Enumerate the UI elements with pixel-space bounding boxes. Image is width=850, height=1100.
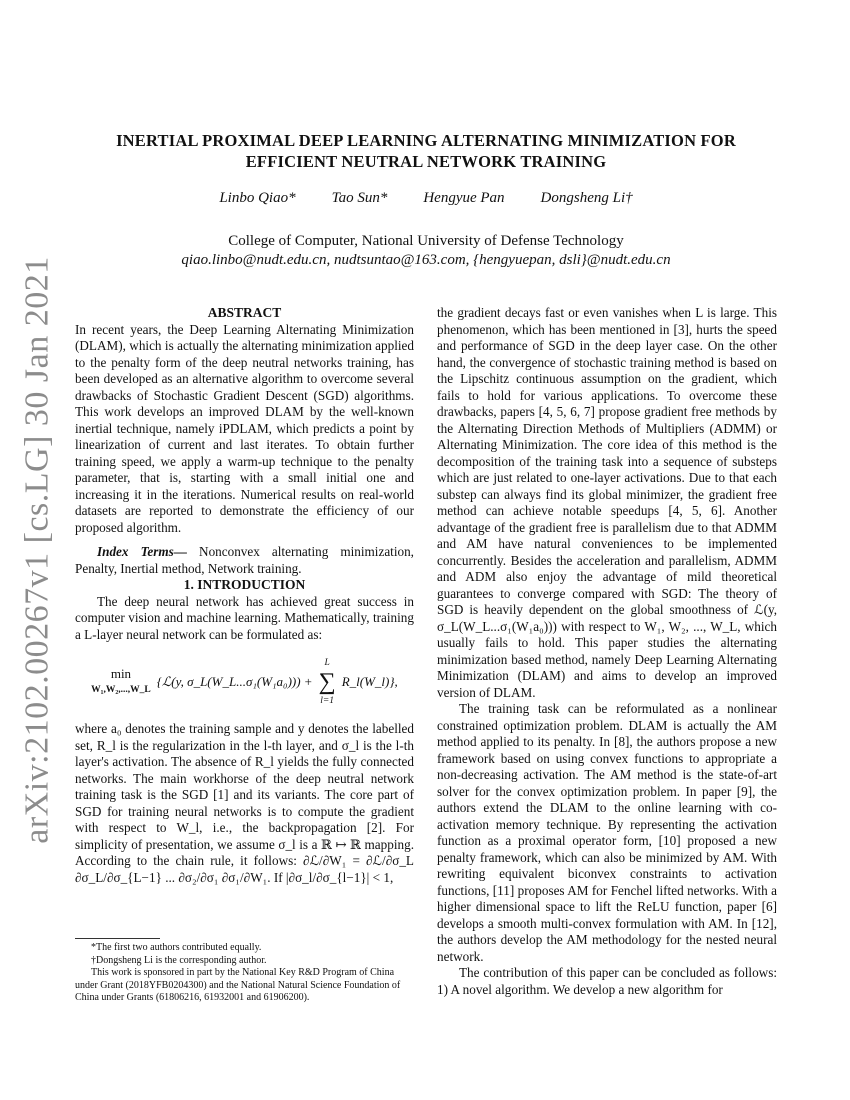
arxiv-identifier-text: arXiv:2102.00267v1 [cs.LG] 30 Jan 2021	[19, 256, 57, 844]
introduction-heading: 1. INTRODUCTION	[183, 577, 306, 592]
intro-paragraph-3: the gradient decays fast or even vanishes when L is large. This phenomenon, which has been mentioned in [3], hurts the speed and performance of SGD in the deep layer case. On the other hand, the convergence of stochastic training method is based on the Lipschitz continuous assumption on the gradient, which fails to hold for various applications. To overcome these drawbacks, papers [4, 5, 6, 7] propose gradient free methods by the Alternating Direction Methods of Multipliers (ADMM) or Alternating Minimization. The core idea of this method is the decomposition of the training task into a sequence of substeps which are just related to one-layer activations. Due to that each substep can always find its global minimizer, the gradient free method can achieve notable speedups [4, 5, 6]. Another advantage of the gradient free is parallelism due to that ADMM and AM have natural conveniences to be implemented concurrently. Besides the acceleration and parallelism, ADMM and ADM also enjoy the advantage of mild theoretical guarantees to converge compared with SGD: The theory of SGD is heavily dependent on the global smoothness of ℒ(y, σ_L(W_L...σ₁(W₁a₀))) with respect to W₁, W₂, ..., W_L, which usually fails to hold. This paper studies the alternating minimization based method, namely Deep Learning Alternating Minimization (DLAM) and aims to develop an improved version of DLAM.	[437, 305, 777, 700]
affiliation-block	[60, 232, 792, 270]
author-name: Linbo Qiao*	[219, 190, 296, 206]
equation-min-subscript: W₁,W₂,...,W_L	[91, 685, 151, 695]
intro-paragraph-1: The deep neural network has achieved great success in computer vision and machine learning. Mathematically, training a L-layer neural network can be formulated as:	[75, 593, 414, 642]
footnote-funding: This work is sponsored in part by the National Key R&D Program of China under Grant (2018YFB0204300) and the National Natural Science Foundation of China under Grants (61806216, 61932001 and 61906200).	[75, 967, 401, 1003]
footnote-equal-contribution: *The first two authors contributed equally.	[91, 942, 262, 953]
sum-upper-limit: L	[324, 657, 330, 668]
affiliation: College of Computer, National University of Defense Technology	[228, 233, 624, 249]
training-objective-equation	[75, 653, 414, 711]
arxiv-identifier	[8, 256, 68, 844]
equation-body: {ℒ(y, σ_L(W_L...σ₁(W₁a₀))) +	[156, 673, 313, 689]
intro-paragraph-2: where a₀ denotes the training sample and y denotes the labelled set, R_l is the regularization in the l-th layer, and σ_l is the l-th layer's activation. The absence of R_l yields the fully connected networks. The main workhorse of the deep neutral network training task is the SGD [1] and its variants. The core part of SGD for training neural networks is to compute the gradient with respect to W_l, i.e., the backpropagation [2]. For simplicity of presentation, we assume σ_l is a ℝ ↦ ℝ mapping. According to the chain rule, it follows: ∂ℒ/∂W₁ = ∂ℒ/∂σ_L ∂σ_L/∂σ_{L−1} ... ∂σ₂/∂σ₁ ∂σ₁/∂W₁. If |∂σ_l/∂σ_{l−1}| < 1,	[75, 721, 414, 885]
left-column	[75, 305, 414, 886]
equation-tail: R_l(W_l)},	[341, 673, 398, 689]
sum-sigma: ∑	[318, 669, 336, 695]
index-terms	[75, 544, 414, 577]
footnote-corresponding-author: †Dongsheng Li is the corresponding author.	[91, 954, 267, 966]
equation-summation	[319, 655, 336, 710]
author-emails: qiao.linbo@nudt.edu.cn, nudtsuntao@163.com, {hengyuepan, dsli}@nudt.edu.cn	[181, 252, 671, 268]
index-terms-label: Index Terms—	[97, 544, 187, 559]
index-terms-text: Nonconvex alternating minimization, Penalty, Inertial method, Network training.	[75, 544, 414, 576]
right-column	[437, 305, 777, 998]
paper-title	[90, 130, 762, 172]
title-line-2: EFFICIENT NEUTRAL NETWORK TRAINING	[245, 152, 607, 171]
title-line-1: INERTIAL PROXIMAL DEEP LEARNING ALTERNATING MINIMIZATION FOR	[116, 131, 736, 150]
sum-lower-limit: l=1	[320, 696, 335, 706]
footnotes	[75, 942, 414, 1005]
equation-min: min	[110, 665, 132, 681]
author-name: Dongsheng Li†	[540, 190, 633, 206]
abstract-heading: ABSTRACT	[207, 305, 282, 320]
intro-paragraph-4: The training task can be reformulated as a nonlinear constrained optimization problem. DLAM is actually the AM method applied to its penalty. In [8], the authors propose a new framework based on using convex functions to appropriate a non-decreasing activation. The AM method is the state-of-art solver for the convex optimization problem. In paper [9], the authors extend the DLAM to the online learning with co-activation memory technique. By representing the activation function as a proximal operator form, [10] proposed a new penalty framework, which can also be minimized by AM. With rewriting equivalent biconvex constraints to activation functions, [11] proposes AM for Fenchel lifted networks. With a higher dimensional space to lift the ReLU function, paper [6] develops a smooth multi-convex formulation with AM. In [12], the authors develop the AM methodology for the nested neural network.	[437, 701, 777, 964]
intro-paragraph-5: The contribution of this paper can be concluded as follows: 1) A novel algorithm. We develop a new algorithm for	[437, 965, 777, 997]
abstract-text: In recent years, the Deep Learning Alternating Minimization (DLAM), which is actually the alternating minimization applied to the penalty form of the deep neutral networks training, has been developed as an alternative algorithm to overcome several drawbacks of Stochastic Gradient Descent (SGD) algorithms. This work develops an improved DLAM by the well-known inertial technique, namely iPDLAM, which predicts a point by linearization of current and last iterates. To obtain further training speed, we apply a warm-up technique to the penalty parameter, that is, starting with a small initial one and increasing it in the iterations. Numerical results on real-world datasets are reported to demonstrate the efficiency of our proposed algorithm.	[75, 321, 414, 535]
equation-min-operator	[91, 666, 151, 699]
author-list	[90, 190, 762, 207]
author-name: Hengyue Pan	[423, 190, 505, 206]
author-name: Tao Sun*	[331, 190, 388, 206]
footnote-divider	[75, 938, 160, 939]
